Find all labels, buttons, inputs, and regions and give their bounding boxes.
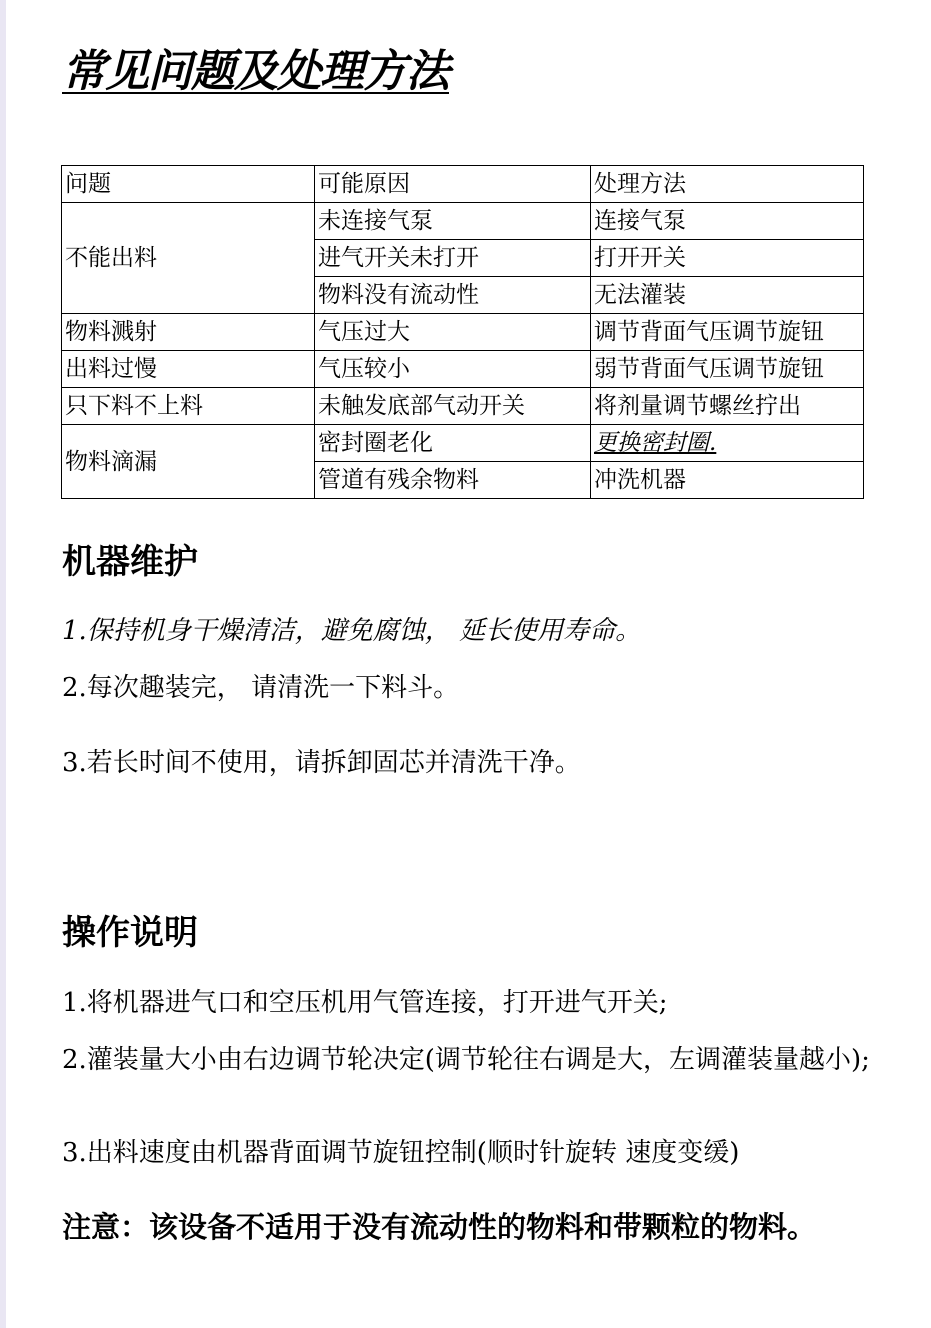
cause-cell: 气压较小 <box>315 351 591 388</box>
solution-cell: 连接气泵 <box>591 203 864 240</box>
page-edge <box>0 0 6 1328</box>
solution-cell: 无法灌装 <box>591 277 864 314</box>
header-solution: 处理方法 <box>591 166 864 203</box>
maintenance-heading: 机器维护 <box>62 542 198 582</box>
solution-cell: 弱节背面气压调节旋钮 <box>591 351 864 388</box>
table-row <box>62 388 864 425</box>
header-cause: 可能原因 <box>315 166 591 203</box>
table-row <box>62 425 864 462</box>
problem-cell: 物料溅射 <box>62 314 315 351</box>
table-row <box>62 351 864 388</box>
table-row <box>62 203 864 240</box>
operation-item: 3.出料速度由机器背面调节旋钮控制(顺时针旋转 速度变缓) <box>62 1138 740 1168</box>
operation-item: 1.将机器进气口和空压机用气管连接，打开进气开关; <box>62 988 668 1018</box>
operation-item: 2.灌装量大小由右边调节轮决定(调节轮往右调是大，左调灌装量越小); <box>62 1045 870 1075</box>
cause-cell: 气压过大 <box>315 314 591 351</box>
cause-cell: 物料没有流动性 <box>315 277 591 314</box>
cause-cell: 管道有残余物料 <box>315 462 591 499</box>
problem-cell: 物料滴漏 <box>62 425 315 499</box>
cause-cell: 未触发底部气动开关 <box>315 388 591 425</box>
page-title: 常见问题及处理方法 <box>62 46 449 97</box>
notice-text: 注意：该设备不适用于没有流动性的物料和带颗粒的物料。 <box>62 1210 817 1244</box>
problem-cell: 只下料不上料 <box>62 388 315 425</box>
solution-cell: 更换密封圈. <box>591 425 864 462</box>
problem-cell: 不能出料 <box>62 203 315 314</box>
operation-heading: 操作说明 <box>62 913 198 953</box>
cause-cell: 密封圈老化 <box>315 425 591 462</box>
cause-cell: 未连接气泵 <box>315 203 591 240</box>
maintenance-item: 2.每次趣装完， 请清洗一下料斗。 <box>62 673 460 703</box>
solution-cell: 打开开关 <box>591 240 864 277</box>
solution-cell: 将剂量调节螺丝拧出 <box>591 388 864 425</box>
solution-cell: 冲洗机器 <box>591 462 864 499</box>
maintenance-item: 3.若长时间不使用，请拆卸固芯并清洗干净。 <box>62 748 581 778</box>
table-row <box>62 314 864 351</box>
problem-cell: 出料过慢 <box>62 351 315 388</box>
solution-cell: 调节背面气压调节旋钮 <box>591 314 864 351</box>
maintenance-item: 1.保持机身干燥清洁，避免腐蚀， 延长使用寿命。 <box>62 616 642 646</box>
cause-cell: 进气开关未打开 <box>315 240 591 277</box>
header-problem: 问题 <box>62 166 315 203</box>
troubleshooting-table <box>61 165 864 499</box>
table-header-row <box>62 166 864 203</box>
